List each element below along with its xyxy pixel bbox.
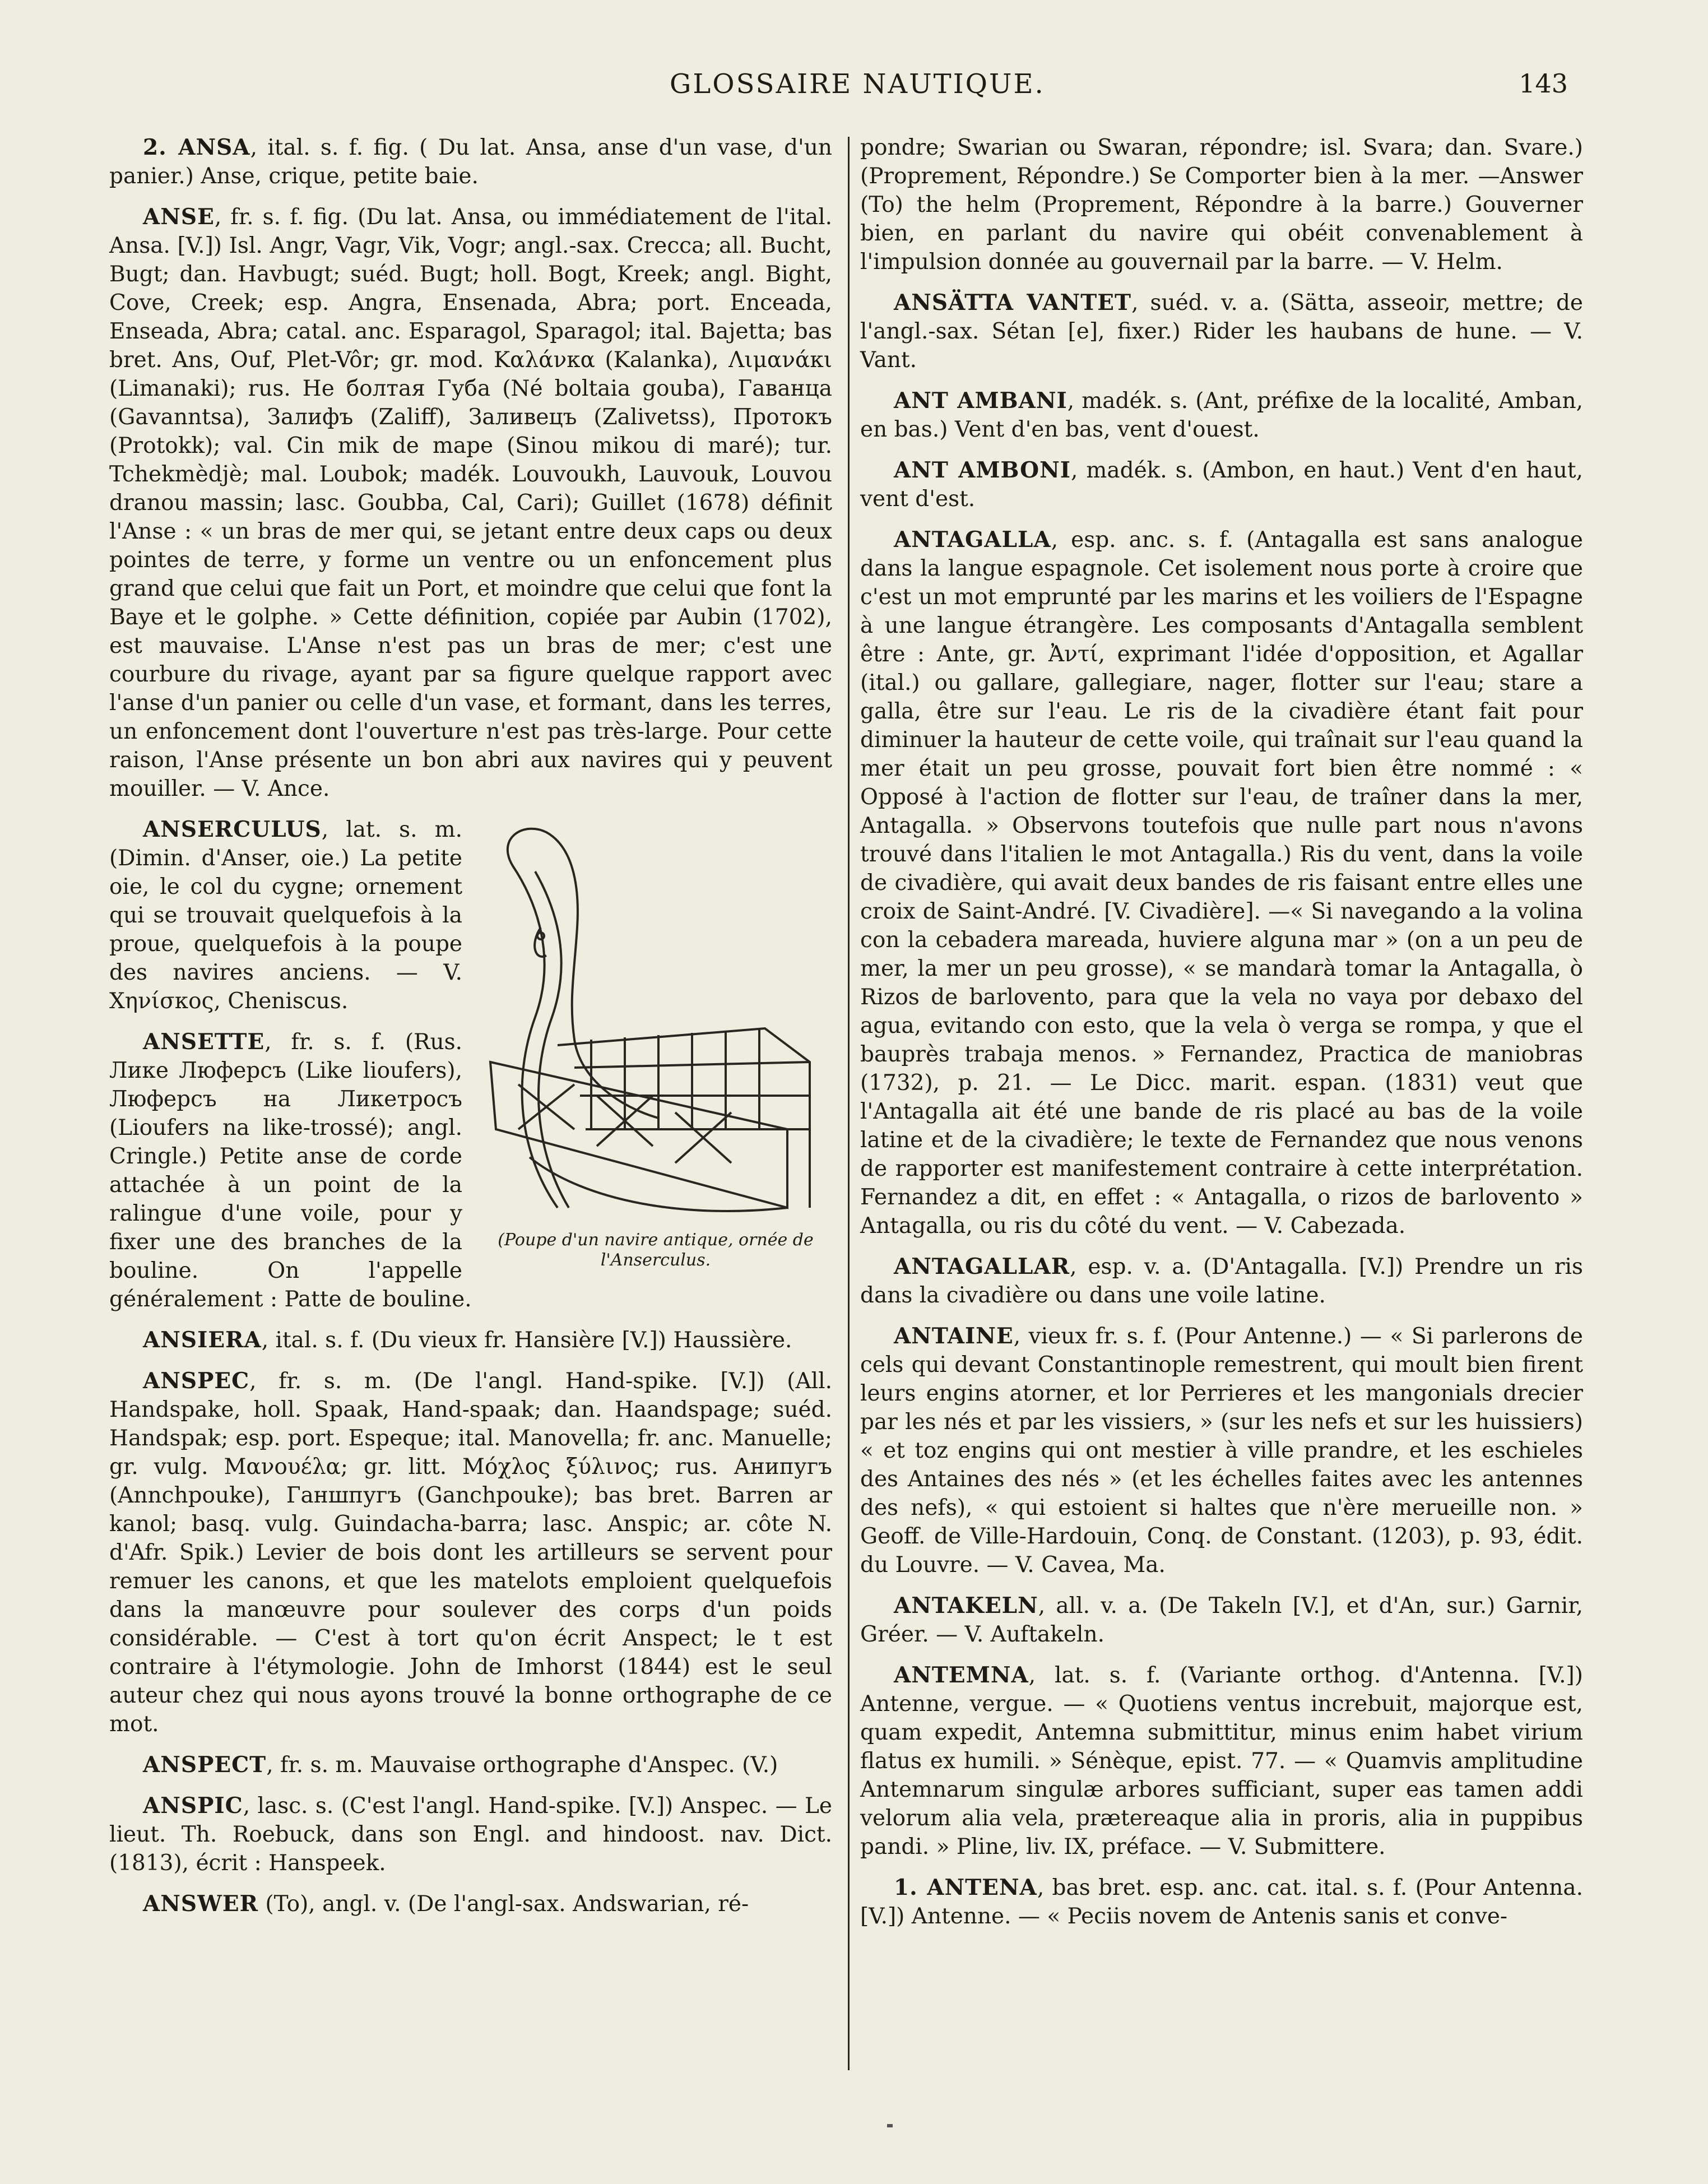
entry-ansatta-vantet: [860, 289, 1583, 374]
entry-ansiera: [109, 1326, 832, 1355]
headword: ANTAKELN: [894, 1593, 1038, 1619]
definition: , all. v. a. (De Takeln [V.], et d'An, sur.) Garnir, Gréer. — V. Auftakeln.: [860, 1593, 1583, 1647]
headword: ANTAGALLAR: [894, 1254, 1070, 1279]
definition: , fr. s. m. (De l'angl. Hand-spike. [V.]) (All. Handspake, holl. Spaak, Hand-spaak; dan. Haandspage; suéd. Handspak; esp. port. Espeque; ital. Manovella; fr. anc. Manuelle; gr. vulg. Μανουέλα; gr. litt. Μόχλος ξύλινος; rus. Анипугъ (Annchpouke), Ганшпугъ (Ganchpouke); bas bret. Barren ar kanol; basq. vulg. Guindacha-barra; lasc. Anspic; ar. côte N. d'Afr. Spik.) Levier de bois dont les artilleurs se servent pour remuer les canons, et que les matelots emploient quelquefois dans la manœuvre pour soulever des corps d'un poids considérable. — C'est à tort qu'on écrit Anspect; le t est contraire à l'étymologie. John de Imhorst (1844) est le seul auteur chez qui nous ayons trouvé la bonne orthographe de ce mot.: [109, 1369, 832, 1737]
entry-anspec: [109, 1367, 832, 1738]
headword: ANSIERA: [143, 1327, 262, 1353]
entry-ant-amboni: [860, 456, 1583, 513]
headword: 2. ANSA: [143, 135, 250, 160]
headword: ANTAGALLA: [894, 527, 1051, 553]
entry-ansa: [109, 133, 832, 191]
headword: ANSERCULUS: [143, 817, 322, 842]
printer-mark: [887, 2124, 893, 2127]
definition: pondre; Swarian ou Swaran, répondre; isl. Svara; dan. Svare.) (Proprement, Répondre.) Se Comporter bien à la mer. —Answer (To) the helm (Proprement, Répondre à la barre.) Gouverner bien, en parlant du navire qui obéit convenablement à l'impulsion donnée au gouvernail par la barre. — V. Helm.: [860, 135, 1583, 275]
headword: ANSWER: [143, 1891, 259, 1917]
page-number: 143: [1519, 68, 1568, 99]
headword: ANSETTE: [143, 1029, 265, 1055]
page-header: [0, 68, 1708, 108]
headword: ANSPIC: [143, 1793, 243, 1819]
entry-answer-continued: [860, 133, 1583, 276]
entry-answer: [109, 1890, 832, 1918]
figure-caption: (Poupe d'un navire antique, ornée de l'Anserculus.: [498, 1230, 814, 1270]
running-title: GLOSSAIRE NAUTIQUE.: [670, 68, 1045, 100]
definition: , vieux fr. s. f. (Pour Antenne.) — « Si parlerons de cels qui devant Constantinople remestrent, qui moult bien firent leurs engins atorner, et lor Perrieres et les mangonials drecier par les nés et par les vissiers, » (sur les nefs et sur les huissiers) « et toz engins qui ont mestier à ville prandre, et les eschieles des Antaines des nés » (et les échelles faites avec les antennes des nefs), « qui estoient si haltes que n'ère merueille non. » Geoff. de Ville-Hardouin, Conq. de Constant. (1203), p. 93, édit. du Louvre. — V. Cavea, Ma.: [860, 1324, 1583, 1578]
entry-antagalla: [860, 526, 1583, 1240]
entry-antakeln: [860, 1592, 1583, 1649]
definition: (To), angl. v. (De l'angl-sax. Andswarian, ré-: [258, 1891, 749, 1917]
right-column: [860, 133, 1583, 1943]
entry-antagallar: [860, 1253, 1583, 1310]
anserculus-figure: [474, 815, 838, 1275]
headword: ANSÄTTA VANTET: [894, 290, 1132, 316]
definition: , esp. v. a. (D'Antagalla. [V.]) Prendre un ris dans la civadière ou dans une voile latine.: [860, 1254, 1583, 1308]
entry-ant-ambani: [860, 387, 1583, 444]
definition: , fr. s. m. Mauvaise orthographe d'Anspec. (V.): [266, 1752, 778, 1778]
headword: ANSPECT: [143, 1752, 267, 1778]
definition: , lat. s. m. (Dimin. d'Anser, oie.) La petite oie, le col du cygne; ornement qui se trouvait quelquefois à la proue, quelquefois à la poupe des navires anciens. — V. Χηνίσκος, Cheniscus.: [109, 817, 462, 1014]
left-column: [109, 133, 832, 1931]
anserculus-ship-stern-illustration: [474, 815, 838, 1230]
definition: , ital. s. f. (Du vieux fr. Hansière [V.]) Haussière.: [261, 1328, 792, 1353]
definition: , ital. s. f. fig. ( Du lat. Ansa, anse d'un vase, d'un panier.) Anse, crique, petite baie.: [109, 135, 833, 189]
headword: ANSPEC: [143, 1368, 250, 1394]
definition: , esp. anc. s. f. (Antagalla est sans analogue dans la langue espagnole. Cet isolement nous porte à croire que c'est un mot emprunté par les marins et les voiliers de l'Espagne à une langue étrangère. Les composants d'Antagalla semblent être : Ante, gr. Ἀντί, exprimant l'idée d'opposition, et Agallar (ital.) ou gallare, gallegiare, nager, flotter sur l'eau; stare a galla, être sur l'eau. Le ris de la civadière étant fait pour diminuer la hauteur de cette voile, qui traînait sur l'eau quand la mer était un peu grosse, pouvait fort bien être nommé : « Opposé à l'action de flotter sur l'eau, de traîner dans la mer, Antagalla. » Observons toutefois que nulle part nous n'avons trouvé dans l'italien le mot Antagalla.) Ris du vent, dans la voile de civadière, qui avait deux bandes de ris faisant entre elles une croix de Saint-André. [V. Civadière]. —« Si navegando a la volina con la cebadera mareada, huviere alguna mar » (on a un peu de mer, la mer un peu grosse), « se mandarà tomar la Antagalla, ò Rizos de barlovento, para que la vela no vaya por debaxo del agua, evitando con esto, que la vela ò verga se rompa, y que el bauprès trabaja menos. » Fernandez, Practica de maniobras (1732), p. 21. — Le Dicc. marit. espan. (1831) veut que l'Antagalla ait été une bande de ris placé au bas de la voile latine et de la civadière; le texte de Fernandez que nous venons de rapporter est manifestement contraire à cette interprétation. Fernandez a dit, en effet : « Antagalla, o rizos de barlovento » Antagalla, ou ris du côté du vent. — V. Cabezada.: [860, 527, 1583, 1239]
headword: ANTAINE: [894, 1323, 1014, 1349]
headword: ANT AMBONI: [894, 457, 1071, 483]
definition: , fr. s. f. (Rus. Лике Люферсъ (Like lioufers), Люферсъ на Ликетросъ (Lioufers na like-trossé); angl. Cringle.) Petite anse de corde attachée à un point de la ralingue d'une voile, pour y fixer une des branches de la bouline. On l'appelle généralement : Patte de bouline.: [109, 1030, 472, 1312]
headword: 1. ANTENA: [894, 1875, 1037, 1900]
entry-antemna: [860, 1661, 1583, 1861]
headword: ANT AMBANI: [894, 388, 1068, 414]
definition: , suéd. v. a. (Sätta, asseoir, mettre; de l'angl.-sax. Sétan [e], fixer.) Rider les haubans de hune. — V. Vant.: [860, 290, 1583, 373]
headword: ANSE: [143, 204, 215, 230]
entry-anspic: [109, 1792, 832, 1877]
definition: , madék. s. (Ant, préfixe de la localité, Amban, en bas.) Vent d'en bas, vent d'ouest.: [860, 388, 1583, 442]
definition: , lat. s. f. (Variante orthog. d'Antenna. [V.]) Antenne, vergue. — « Quotiens ventus increbuit, majorque est, quam expedit, Antemna submittitur, minus enim habet virium flatus ex humili. » Sénèque, epist. 77. — « Quamvis amplitudine Antemnarum singulæ arbores sufficiant, super eas tamen addi velorum alia vela, prætereaque alia in proris, alia in puppibus pandi. » Pline, liv. IX, préface. — V. Submittere.: [860, 1663, 1583, 1860]
entry-anspect: [109, 1751, 832, 1779]
definition: , madék. s. (Ambon, en haut.) Vent d'en haut, vent d'est.: [860, 458, 1583, 512]
entry-anse: [109, 203, 832, 803]
column-divider: [848, 137, 850, 2070]
definition: , fr. s. f. fig. (Du lat. Ansa, ou immédiatement de l'ital. Ansa. [V.]) Isl. Angr, Vagr, Vik, Vogr; angl.-sax. Crecca; all. Bucht, Bugt; dan. Havbugt; suéd. Bugt; holl. Bogt, Kreek; angl. Bight, Cove, Creek; esp. Angra, Ensenada, Abra; port. Enceada, Enseada, Abra; catal. anc. Esparagol, Sparagol; ital. Bajetta; bas bret. Ans, Ouf, Plet-Vôr; gr. mod. Καλάνκα (Kalanka), Λιμανάκι (Limanaki); rus. Не болтая Губа (Né boltaia gouba), Гаванца (Gavanntsa), Залифъ (Zaliff), Заливецъ (Zalivetss), Протокъ (Protokk); val. Cin mik de mape (Sinou mikou di maré); tur. Tchekmèdjè; mal. Loubok; madék. Louvoukh, Lauvouk, Louvou dranou massin; lasc. Goubba, Cal, Cari); Guillet (1678) définit l'Anse : « un bras de mer qui, se jetant entre deux caps ou deux pointes de terre, y forme un ventre ou un enfoncement plus grand que celui que fait un Port, et moindre que celui que font la Baye et le golphe. » Cette définition, copiée par Aubin (1702), est mauvaise. L'Anse n'est pas un bras de mer; c'est une courbure du rivage, ayant par sa figure quelque rapport avec l'anse d'un panier ou celle d'un vase, et formant, dans les terres, un enfoncement dont l'ouverture n'est pas très-large. Pour cette raison, l'Anse présente un bon abri aux navires qui y peuvent mouiller. — V. Ance.: [109, 205, 832, 801]
entry-antena: [860, 1874, 1583, 1931]
definition: , lasc. s. (C'est l'angl. Hand-spike. [V.]) Anspec. — Le lieut. Th. Roebuck, dans son Engl. and hindoost. nav. Dict. (1813), écrit : Hanspeek.: [109, 1793, 832, 1876]
headword: ANTEMNA: [894, 1662, 1029, 1688]
definition: , bas bret. esp. anc. cat. ital. s. f. (Pour Antenna. [V.]) Antenne. — « Peciis novem de Antenis sanis et conve-: [860, 1875, 1583, 1929]
entry-antaine: [860, 1322, 1583, 1579]
